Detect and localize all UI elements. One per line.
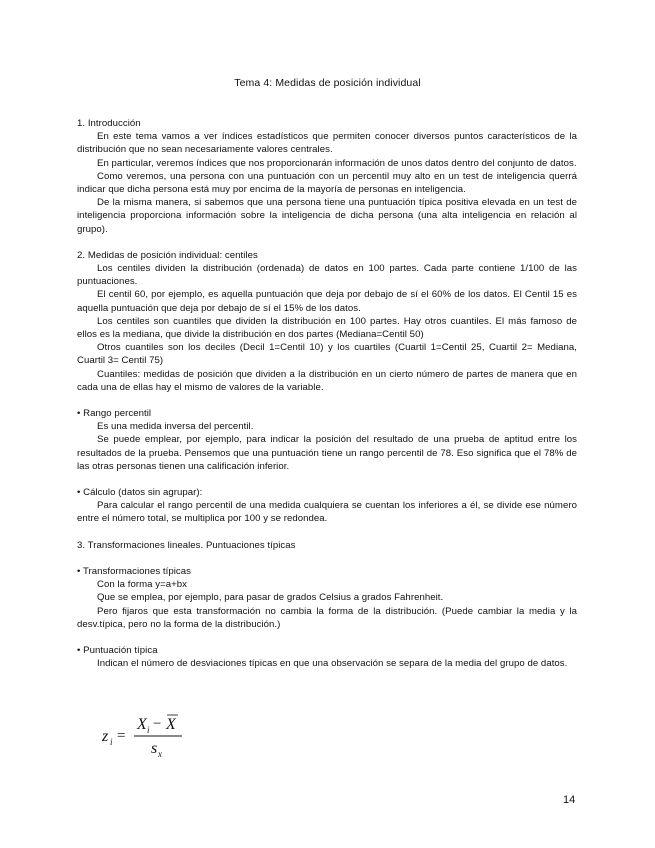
- bullet-heading-rango-percentil: • Rango percentil: [77, 408, 152, 420]
- formula-minus: −: [153, 716, 162, 732]
- page-title: Tema 4: Medidas de posición individual: [234, 77, 421, 89]
- paragraph: Cuantiles: medidas de posición que dividen a la distribución en un cierto número de partes de manera que en cada una de ellas hay el mismo de valores de la variable.: [77, 368, 577, 393]
- text-line: Que se emplea, por ejemplo, para pasar de grados Celsius a grados Fahrenheit.: [97, 592, 444, 604]
- formula-Xi-subscript: i: [147, 725, 150, 735]
- document-body: [77, 117, 577, 670]
- bullet-heading-calculo: • Cálculo (datos sin agrupar):: [77, 487, 203, 499]
- paragraph: Otros cuantiles son los deciles (Decil 1=Centil 10) y los cuartiles (Cuartil 1=Centil 25, Cuartil 2= Mediana, Cuartil 3= Centil 75): [77, 342, 577, 367]
- formula-s-subscript: x: [158, 749, 162, 759]
- paragraph: Indican el número de desviaciones típicas en que una observación se separa de la media del grupo de datos.: [97, 658, 568, 670]
- bullet-heading-puntuacion-tipica: • Puntuación típica: [77, 644, 158, 656]
- formula-Xbar: X: [166, 716, 176, 733]
- formula-z-subscript: i: [110, 737, 113, 747]
- paragraph: Como veremos, una persona con una puntuación con un percentil muy alto en un test de inteligencia querrá indicar que dicha persona está muy por encima de la mayoría de personas en inteligencia.: [77, 170, 577, 196]
- z-score-formula: [100, 712, 210, 760]
- formula-Xi: X: [137, 716, 147, 733]
- paragraph: En particular, veremos índices que nos proporcionarán información de unos datos dentro del conjunto de datos.: [97, 157, 577, 169]
- paragraph: Pero fijaros que esta transformación no cambia la forma de la distribución. (Puede cambiar la media y la desv.típica, pero no la forma de la distribución.): [77, 605, 577, 630]
- formula-z: z: [102, 728, 109, 745]
- paragraph: El centil 60, por ejemplo, es aquella puntuación que deja por debajo de sí el 60% de los datos. El Centil 15 es aquella puntuación que deja por debajo de sí el 15% de los datos.: [77, 289, 577, 314]
- paragraph: Es una medida inversa del percentil.: [97, 421, 254, 433]
- section-heading-introduccion: 1. Introducción: [77, 118, 141, 129]
- paragraph: De la misma manera, si sabemos que una persona tiene una puntuación típica positiva elevada en un test de inteligencia proporciona información sobre la inteligencia de dicha persona (una alta inteligencia en relación al grupo).: [77, 197, 577, 235]
- paragraph: Los centiles dividen la distribución (ordenada) de datos en 100 partes. Cada parte contiene 1/100 de las puntuaciones.: [77, 263, 577, 288]
- paragraph: Se puede emplear, por ejemplo, para indicar la posición del resultado de una prueba de aptitud entre los resultados de la prueba. Pensemos que una puntuación tiene un rango percentil de 78. Eso significa que el 78% de las otras personas tienen una calificación inferior.: [77, 434, 577, 472]
- section-heading-centiles: 2. Medidas de posición individual: centiles: [77, 249, 258, 261]
- formula-s: s: [151, 740, 158, 757]
- bullet-heading-transformaciones-tipicas: • Transformaciones típicas: [77, 565, 191, 577]
- paragraph: Para calcular el rango percentil de una medida cualquiera se cuentan los inferiores a él, se divide ese número entre el número total, se multiplica por 100 y se redondea.: [77, 500, 577, 525]
- section-heading-transformaciones: 3. Transformaciones lineales. Puntuaciones típicas: [77, 539, 296, 551]
- page-number: 14: [563, 794, 576, 806]
- paragraph: En este tema vamos a ver índices estadísticos que permiten conocer diversos puntos característicos de la distribución que no sean necesariamente valores centrales.: [77, 131, 577, 156]
- paragraph: Los centiles son cuantiles que dividen la distribución en 100 partes. Hay otros cuantiles. El más famoso de ellos es la mediana, que divide la distribución en dos partes (Mediana=Centil 50): [77, 315, 577, 341]
- text-line: Con la forma y=a+bx: [97, 579, 188, 591]
- formula-equals: =: [117, 728, 126, 744]
